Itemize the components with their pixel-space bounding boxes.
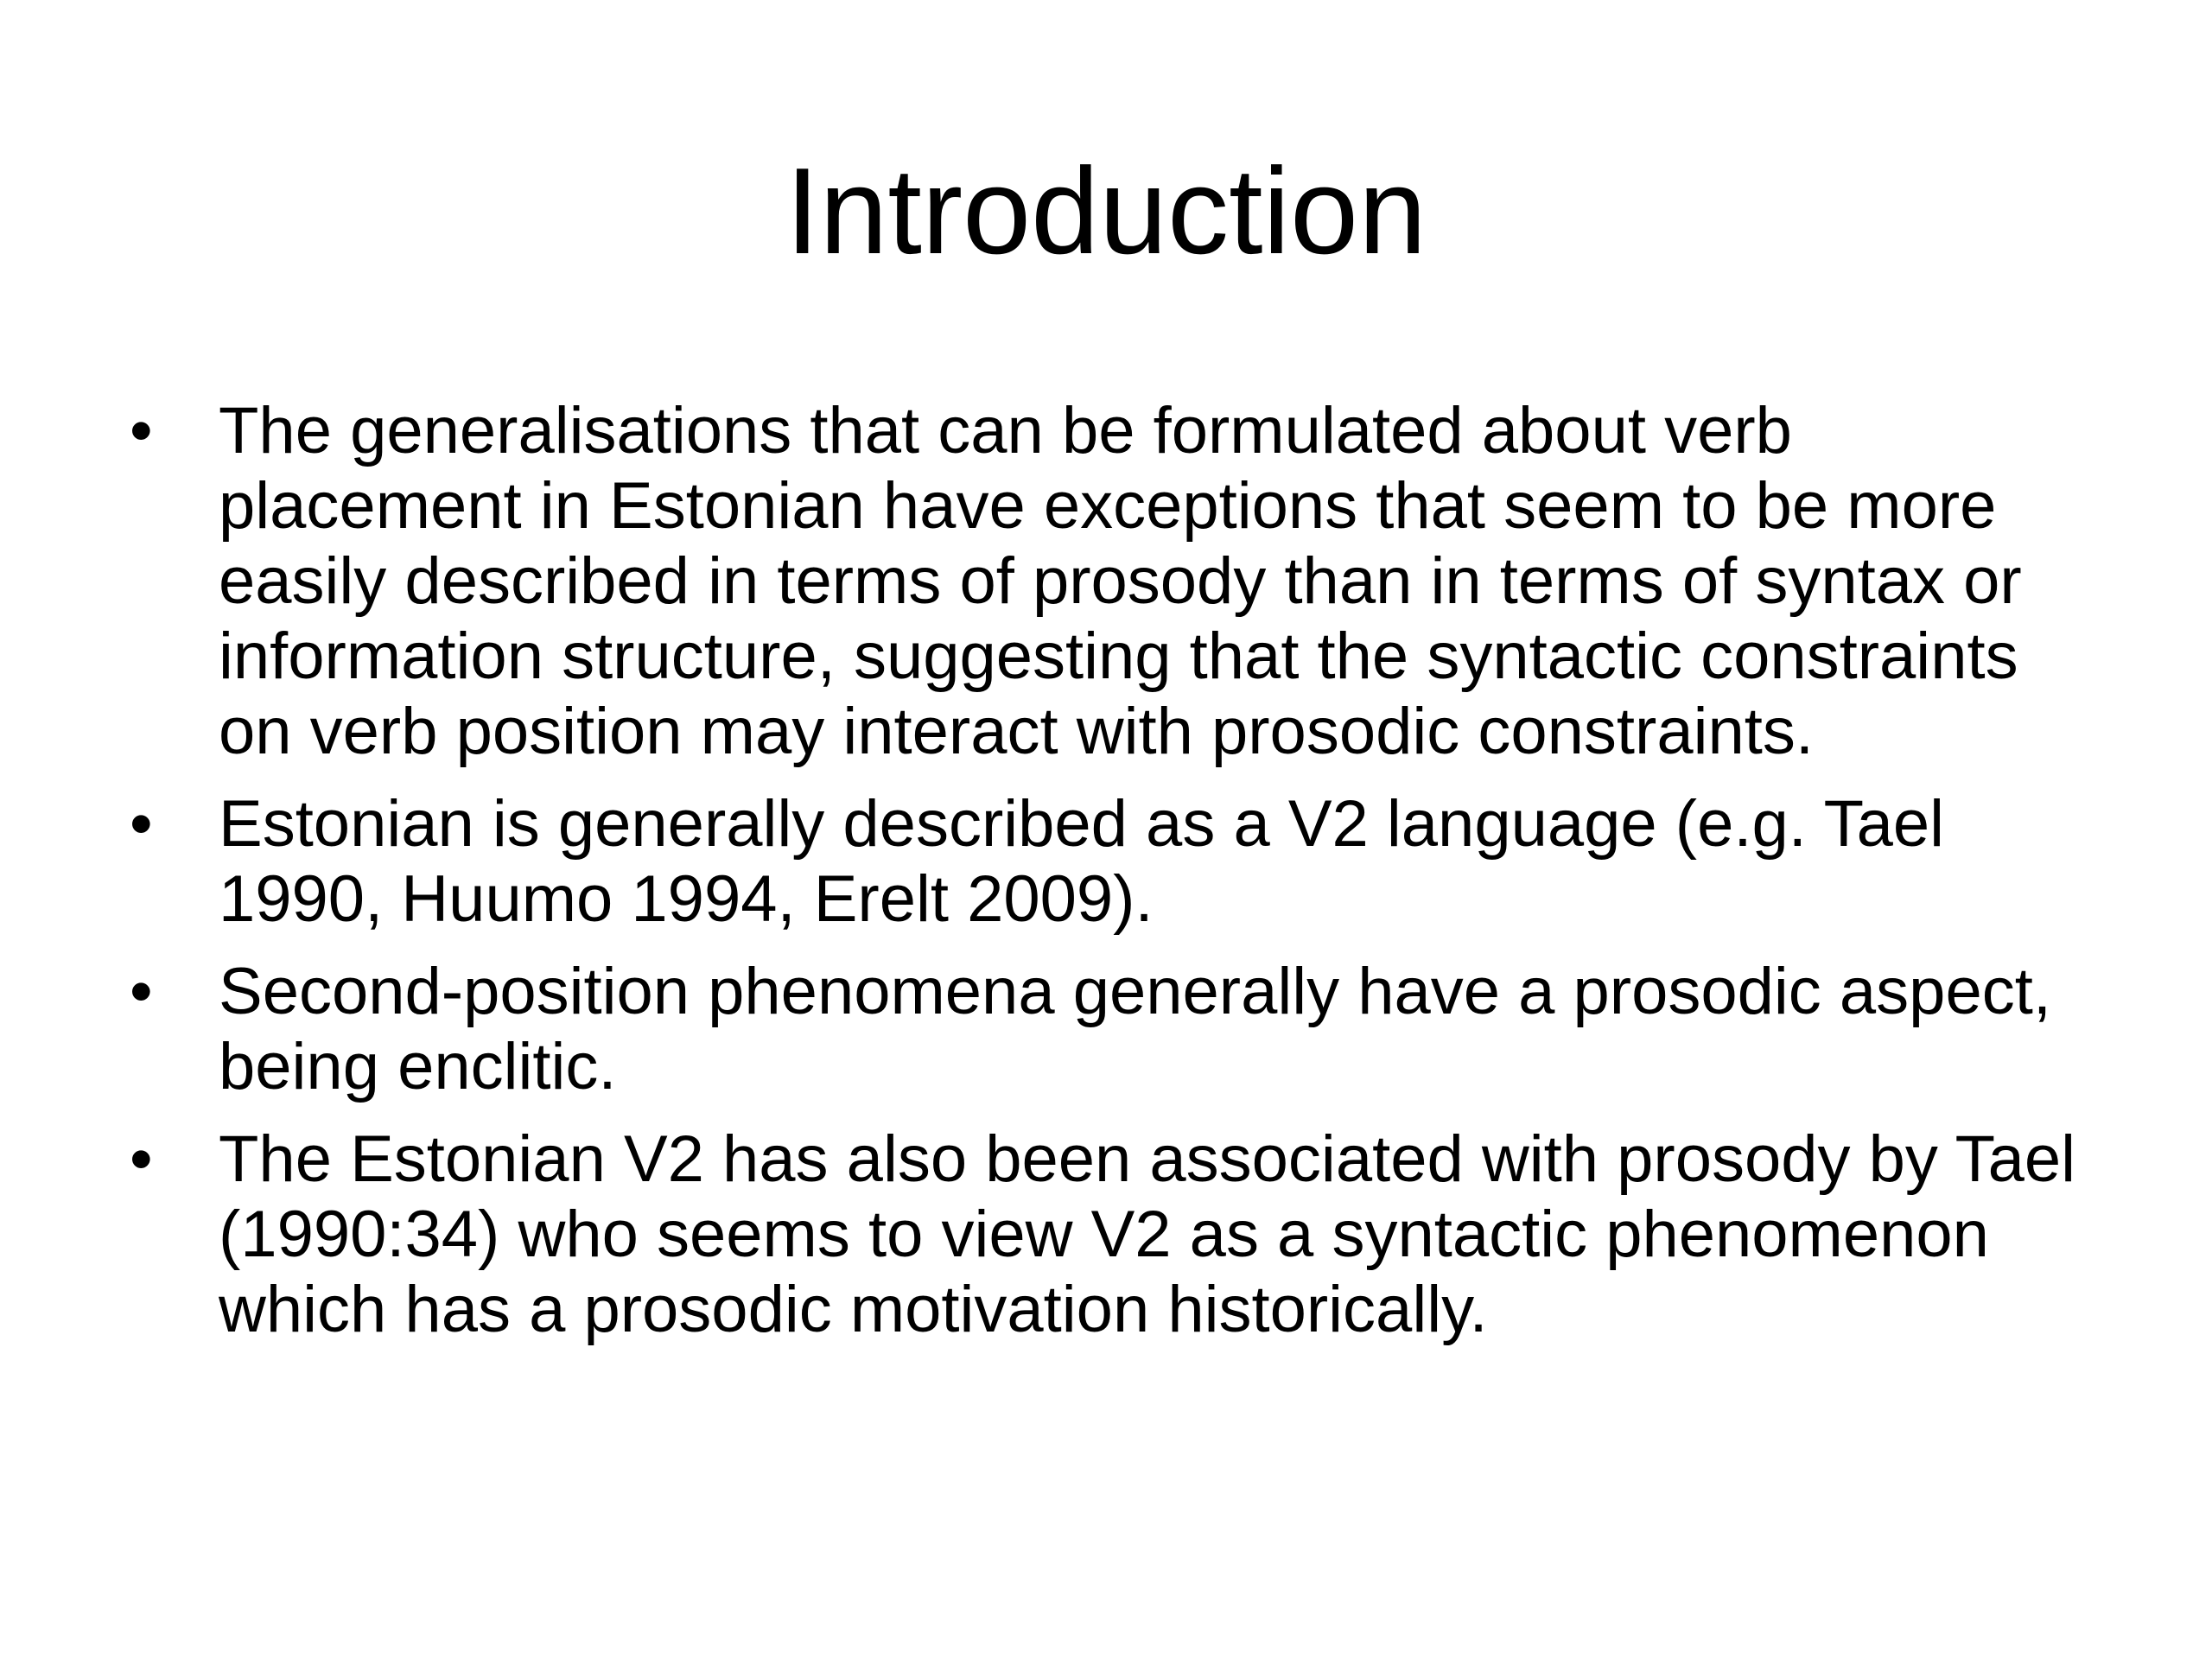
bullet-icon: • — [130, 955, 153, 1028]
bullet-item — [130, 954, 2082, 1104]
bullet-text: The Estonian V2 has also been associated with prosody by Tael (1990:34) who seems to view V2 as a syntactic phenomenon which has a prosodic motivation historically. — [219, 1122, 2076, 1346]
bullet-item — [130, 786, 2082, 937]
bullet-icon: • — [130, 394, 153, 467]
bullet-list — [130, 393, 2082, 1364]
bullet-text: Second-position phenomena generally have a prosodic aspect, being enclitic. — [219, 955, 2051, 1103]
bullet-item — [130, 1122, 2082, 1347]
slide-title: Introduction — [785, 143, 1427, 280]
bullet-icon: • — [130, 1122, 153, 1196]
bullet-item — [130, 393, 2082, 769]
bullet-icon: • — [130, 787, 153, 861]
bullet-text: Estonian is generally described as a V2 language (e.g. Tael 1990, Huumo 1994, Erelt 2009). — [219, 787, 1945, 936]
bullet-text: The generalisations that can be formulated about verb placement in Estonian have exceptions that seem to be more easily described in terms of prosody than in terms of syntax or information structure, suggesting that the syntactic constraints on verb position may interact with prosodic constraints. — [219, 394, 2022, 768]
